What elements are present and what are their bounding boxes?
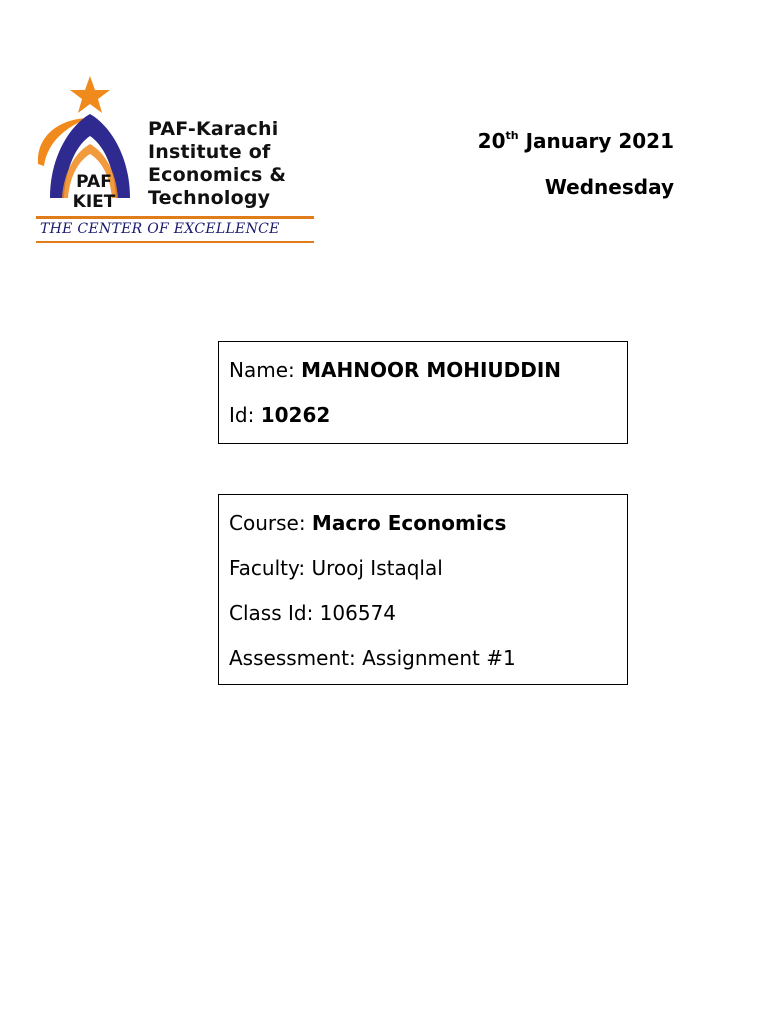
course-label: Course: [229,511,306,535]
class-id-label: Class Id: [229,601,314,625]
logo-badge [46,172,142,212]
logo-divider-top [36,216,314,219]
logo-institute-name [148,118,286,210]
logo-name-line: PAF-Karachi [148,118,279,140]
date-block [478,118,674,210]
assessment-label: Assessment: [229,646,356,670]
id-label: Id: [229,403,255,427]
logo-name-line: Technology [148,187,271,209]
assessment-row [229,636,617,681]
date-month-year: January 2021 [525,129,674,153]
logo-tagline: THE CENTER OF EXCELLENCE [40,221,280,237]
date-weekday: Wednesday [544,175,674,199]
class-id-value: 106574 [319,601,397,625]
name-label: Name: [229,358,295,382]
logo-badge-line1: PAF [76,172,112,192]
course-row [229,501,617,546]
id-row [229,393,617,438]
faculty-value: Urooj Istaqlal [311,556,443,580]
faculty-row [229,546,617,591]
logo-star-icon [70,76,110,113]
date-day-suffix: th [505,129,519,142]
logo-name-line: Economics & [148,164,287,186]
logo-name-line: Institute of [148,141,271,163]
student-info-box [218,341,628,444]
class-id-row [229,591,617,636]
institute-logo [32,74,316,246]
faculty-label: Faculty: [229,556,306,580]
assessment-value: Assignment #1 [362,646,516,670]
name-row [229,348,617,393]
course-value: Macro Economics [311,511,507,535]
date-day: 20 [477,129,506,153]
logo-divider-bottom [36,241,314,243]
id-value: 10262 [260,403,331,427]
name-value: MAHNOOR MOHIUDDIN [301,358,562,382]
date-line [478,118,674,164]
logo-badge-line2: KIET [72,192,116,212]
course-info-box [218,494,628,685]
